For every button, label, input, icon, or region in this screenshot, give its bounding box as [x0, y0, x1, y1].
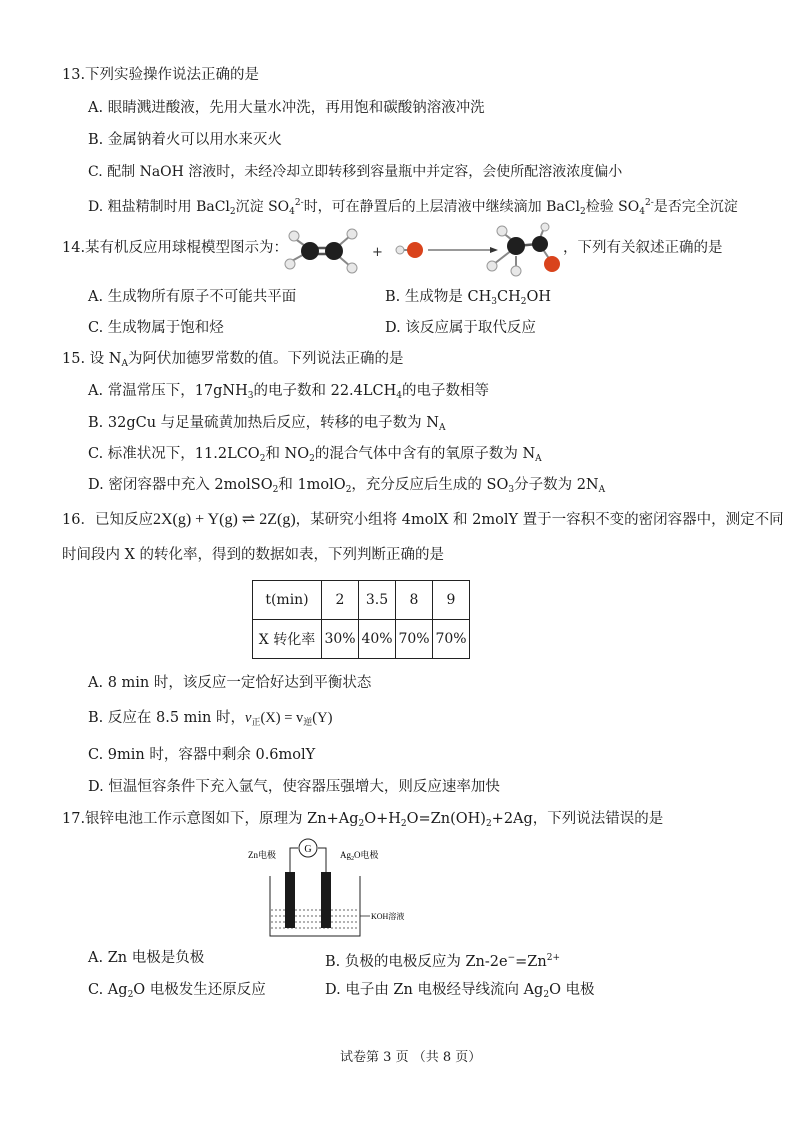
- table-cell: 2: [322, 581, 359, 620]
- q16-stem-line1: 16．已知反应2X(g) + Y(g) ⇌ 2Z(g)，某研究小组将 4molX 和 2molY 置于一容积不变的密闭容器中，测定不同: [62, 511, 784, 528]
- q13-stem: 13.下列实验操作说法正确的是: [62, 67, 260, 83]
- table-header-rate: X 转化率: [253, 620, 322, 659]
- q14-option-a: A. 生成物所有原子不可能共平面: [88, 289, 297, 305]
- page-footer: 试卷第 3 页 （共 8 页）: [340, 1050, 482, 1065]
- ball-and-stick-reaction-diagram: [280, 222, 570, 282]
- table-cell: 40%: [359, 620, 396, 659]
- table-cell: 30%: [322, 620, 359, 659]
- total-pages: 8: [442, 1050, 452, 1065]
- table-cell: 3.5: [359, 581, 396, 620]
- table-cell: 70%: [433, 620, 470, 659]
- table-cell: 8: [396, 581, 433, 620]
- q14-option-d: D. 该反应属于取代反应: [385, 320, 536, 336]
- q14-option-b: B. 生成物是 $CH_3CH_2OH$: [385, 289, 551, 307]
- ethanol-model: [487, 223, 560, 276]
- q13-option-a: A. 眼睛溅进酸液，先用大量水冲洗，再用饱和碳酸钠溶液冲洗: [88, 100, 485, 116]
- table-row: [253, 581, 470, 620]
- q13-option-b: B. 金属钠着火可以用水来灭火: [88, 132, 282, 148]
- ag2o-electrode: [321, 872, 331, 928]
- electrolyte-solution: [271, 910, 359, 928]
- q14-option-c: C. 生成物属于饱和烃: [88, 320, 224, 336]
- q15-option-d: D. 密闭容器中充入 2molSO$_2$和 1molO$_2$，充分反应后生成的 $SO_3$分子数为 $2N_A$: [88, 477, 606, 495]
- q14-stem: 14.某有机反应用球棍模型图示为：: [62, 240, 289, 256]
- zn-electrode-label: Zn电极: [248, 850, 276, 860]
- water-model: [396, 242, 423, 258]
- koh-solution-label: KOH溶液: [371, 912, 405, 921]
- q17-option-a: A. Zn 电极是负极: [88, 950, 205, 966]
- silver-zinc-battery-diagram: [240, 836, 410, 942]
- reaction-arrow: [428, 247, 498, 253]
- q17-option-c: C. $Ag_2O$ 电极发生还原反应: [88, 982, 266, 1000]
- table-cell: 70%: [396, 620, 433, 659]
- plus-sign: +: [372, 245, 383, 260]
- q15-option-c: C. 标准状况下，$11.2LCO_2$和 $NO_2$的混合气体中含有的氧原子数为 $N_A$: [88, 446, 542, 464]
- ag2o-electrode-label: $Ag_2O$电极: [340, 850, 379, 862]
- zn-electrode: [285, 872, 295, 928]
- q13-option-d: D. 粗盐精制时用 BaCl$_2$沉淀 $SO_4^{2-}$时，可在静置后的上层清液中继续滴加 BaCl$_2$检验 $SO_4^{2-}$是否完全沉淀: [88, 198, 738, 217]
- q16-option-d: D. 恒温恒容条件下充入氩气，使容器压强增大，则反应速率加快: [88, 779, 500, 795]
- ethylene-model: [285, 229, 357, 273]
- page-number: 3: [383, 1050, 392, 1065]
- beaker: [270, 876, 360, 936]
- q16-option-b: B. 反应在 8.5 min 时，$v_正(X) = v_逆(Y)$: [88, 710, 333, 728]
- q15-stem: 15. 设 $N_A$为阿伏加德罗常数的值。下列说法正确的是: [62, 351, 404, 369]
- table-header-time: t(min): [253, 581, 322, 620]
- q14-stem-continued: ，下列有关叙述正确的是: [563, 240, 723, 256]
- equilibrium-equation: 2X(g) + Y(g) ⇌ 2Z(g): [152, 511, 296, 528]
- table-row: [253, 620, 470, 659]
- galvanometer-label: G: [304, 844, 312, 855]
- q17-option-d: D. 电子由 Zn 电极经导线流向 $Ag_2O$ 电极: [325, 982, 595, 1000]
- q16-stem-line2: 时间段内 X 的转化率，得到的数据如表，下列判断正确的是: [62, 547, 445, 563]
- q16-option-c: C. 9min 时，容器中剩余 0.6molY: [88, 747, 316, 763]
- table-cell: 9: [433, 581, 470, 620]
- q17-stem: 17.银锌电池工作示意图如下，原理为 $Zn+Ag_2O+H_2O=Zn(OH)_2+2Ag$，下列说法错误的是: [62, 811, 664, 829]
- q13-option-c: C. 配制 NaOH 溶液时，未经冷却立即转移到容量瓶中并定容，会使所配溶液浓度偏小: [88, 164, 623, 180]
- conversion-rate-table: [252, 580, 470, 659]
- q15-option-a: A. 常温常压下，17gNH$_3$的电子数和 $22.4LCH_4$的电子数相等: [88, 383, 489, 401]
- q15-option-b: B. 32gCu 与足量硫黄加热后反应，转移的电子数为 $N_A$: [88, 415, 446, 433]
- q17-option-b: B. 负极的电极反应为 $Zn-2e^-=Zn^{2+}$: [325, 953, 561, 970]
- q16-option-a: A. 8 min 时，该反应一定恰好达到平衡状态: [88, 675, 372, 691]
